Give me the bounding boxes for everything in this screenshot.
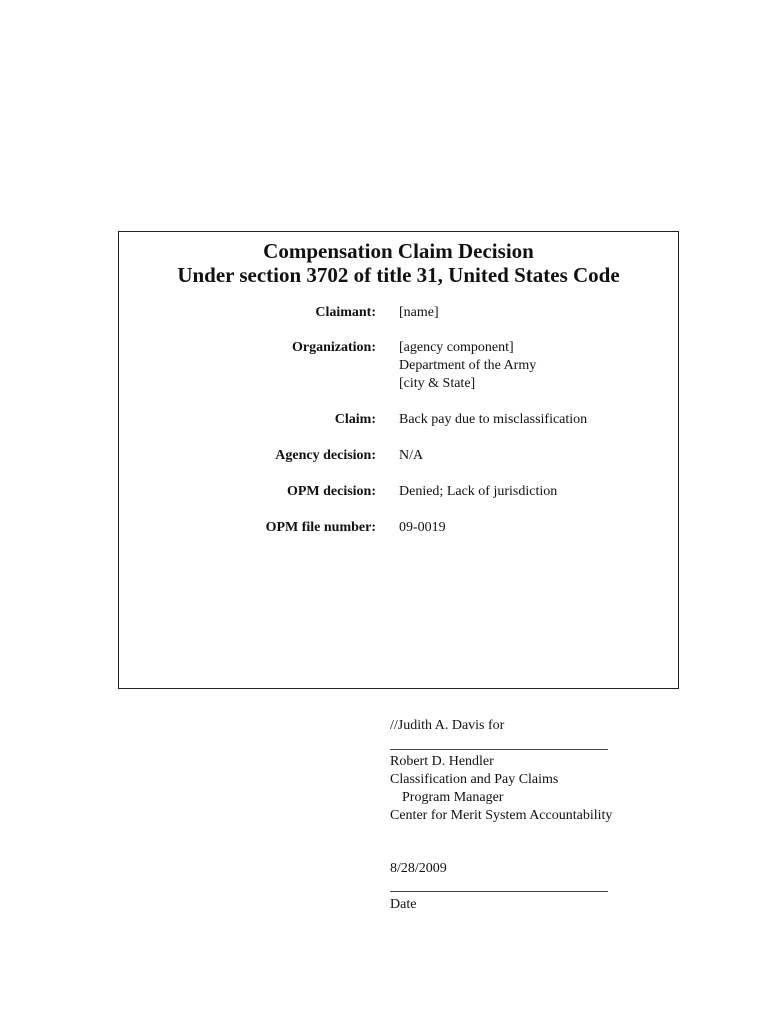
signatory-name: Robert D. Hendler	[390, 754, 494, 769]
document-title: Compensation Claim Decision	[263, 239, 534, 263]
claimant-label: Claimant:	[315, 305, 376, 320]
organization-value	[399, 339, 536, 393]
signatory-block	[390, 753, 612, 825]
signatory-title-line2: Program Manager	[402, 790, 504, 805]
signed-by-line: //Judith A. Davis for	[390, 718, 505, 733]
opm-decision-label: OPM decision:	[286, 484, 376, 499]
claim-label: Claim:	[334, 412, 376, 427]
organization-line-department: Department of the Army	[399, 358, 537, 373]
organization-line-component: [agency component]	[399, 340, 514, 355]
organization-label: Organization:	[292, 340, 376, 355]
opm-file-number-label: OPM file number:	[265, 520, 376, 535]
opm-file-number-value: 09-0019	[399, 520, 446, 535]
claimant-value: [name]	[399, 305, 439, 320]
agency-decision-value: N/A	[399, 448, 424, 463]
date-rule	[390, 891, 608, 892]
signature-rule	[390, 749, 608, 750]
claim-value: Back pay due to misclassification	[399, 412, 588, 427]
signatory-office: Center for Merit System Accountability	[390, 808, 613, 823]
signatory-title-line1: Classification and Pay Claims	[390, 772, 559, 787]
organization-line-location: [city & State]	[399, 376, 476, 391]
opm-decision-value: Denied; Lack of jurisdiction	[399, 484, 558, 499]
date-label: Date	[390, 897, 417, 912]
decision-date: 8/28/2009	[390, 861, 447, 876]
document-subtitle: Under section 3702 of title 31, United States Code	[177, 263, 620, 287]
agency-decision-label: Agency decision:	[275, 448, 376, 463]
decision-summary-box	[118, 231, 679, 689]
